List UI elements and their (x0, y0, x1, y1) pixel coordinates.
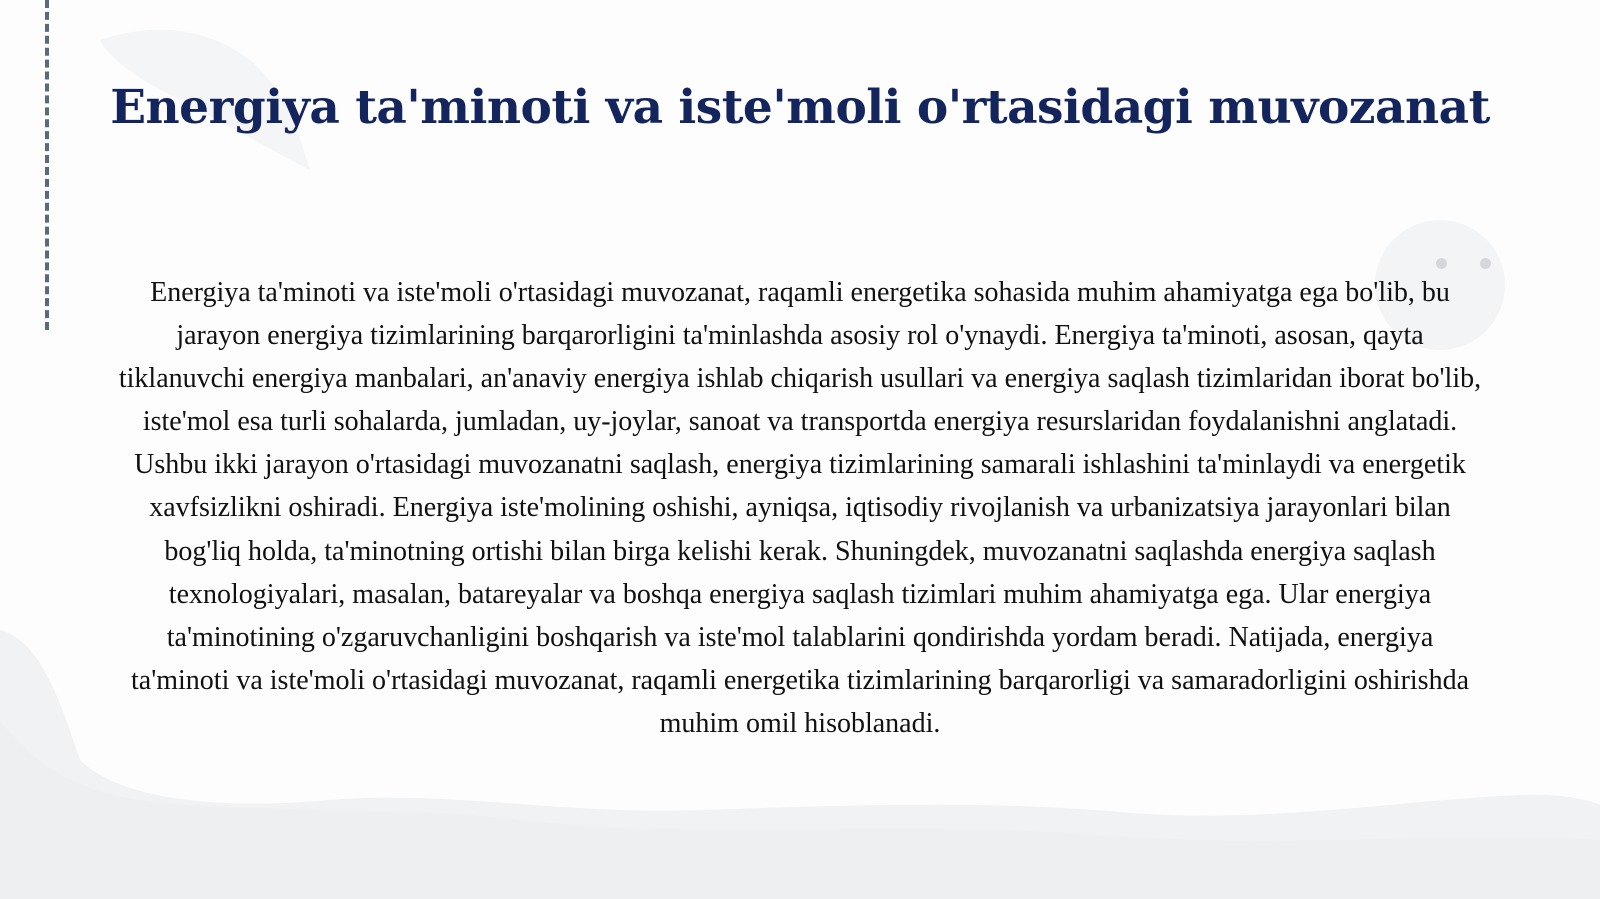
decorative-dot (1480, 258, 1491, 269)
decorative-dashed-line (45, 0, 49, 330)
slide-title: Energiya ta'minoti va iste'moli o'rtasidagi muvozanat (110, 80, 1490, 135)
slide-body-paragraph: Energiya ta'minoti va iste'moli o'rtasidagi muvozanat, raqamli energetika sohasida muhim ahamiyatga ega bo'lib, bu jarayon energiya tizimlarining barqarorligini ta'minlashda asosiy rol o'ynaydi. Energiya ta'minoti, asosan, qayta tiklanuvchi energiya manbalari, an'anaviy energiya ishlab chiqarish usullari va energiya saqlash tizimlaridan iborat bo'lib, iste'mol esa turli sohalarda, jumladan, uy-joylar, sanoat va transportda energiya resurslaridan foydalanishni anglatadi. Ushbu ikki jarayon o'rtasidagi muvozanatni saqlash, energiya tizimlarining samarali ishlashini ta'minlaydi va energetik xavfsizlikni oshiradi. Energiya iste'molining oshishi, ayniqsa, iqtisodiy rivojlanish va urbanizatsiya jarayonlari bilan bog'liq holda, ta'minotning ortishi bilan birga kelishi kerak. Shuningdek, muvozanatni saqlashda energiya saqlash texnologiyalari, masalan, batareyalar va boshqa energiya saqlash tizimlari muhim ahamiyatga ega. Ular energiya ta'minotining o'zgaruvchanligini boshqarish va iste'mol talablarini qondirishda yordam beradi. Natijada, energiya ta'minoti va iste'moli o'rtasidagi muvozanat, raqamli energetika tizimlarining barqarorligi va samaradorligini oshirishda muhim omil hisoblanadi. (118, 277, 1482, 739)
decorative-dot (1436, 258, 1447, 269)
